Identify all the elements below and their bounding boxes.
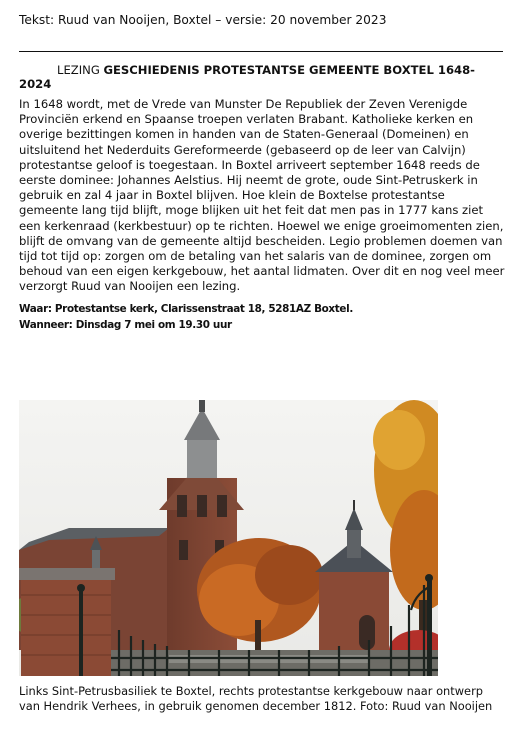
event-time: Wanneer: Dinsdag 7 mei om 19.30 uur [19, 319, 232, 331]
photo-caption: Links Sint-Petrusbasiliek te Boxtel, rechts protestantse kerkgebouw naar ontwerp van Hendrik Verhees, in gebruik genomen december 1812. Foto: Ruud van Nooijen [19, 684, 493, 713]
header-divider [19, 51, 503, 52]
article-body: In 1648 wordt, met de Vrede van Munster De Republiek der Zeven Verenigde Provinciën erkend en Spaanse troepen verlaten Brabant. Katholieke kerken en overige bezittingen komen in handen van de Staten-Generaal (Domeinen) en uitsluitend het Nederduits Gereformeerde (gebaseerd op de leer van Calvijn) protestantse geloof is toegestaan. In Boxtel arriveert september 1648 reeds de eerste dominee: Johannes Aelstius. Hij neemt de grote, oude Sint-Petruskerk in gebruik en zal 4 jaar in Boxtel blijven. Hoe klein de Boxtelse protestantse gemeente lang tijd blijft, moge blijken uit het feit dat men pas in 1777 kans ziet een kerkenraad (kerkbestuur) op te richten. Hoewel we enige groeimomenten zien, blijft de omvang van de gemeente altijd bescheiden. Legio problemen doemen van tijd tot tijd op: zorgen om de betaling van het salaris van de dominee, zorgen om behoud van een eigen kerkgebouw, het aantal lidmaten. Over dit en nog veel meer verzorgt Ruud van Nooijen een lezing. [19, 97, 505, 294]
author-line: Tekst: Ruud van Nooijen, Boxtel – versie: 20 november 2023 [19, 13, 387, 27]
title-prefix: LEZING [57, 63, 104, 77]
event-location: Waar: Protestantse kerk, Clarissenstraat 18, 5281AZ Boxtel. [19, 303, 353, 315]
church-photo [19, 400, 438, 676]
title-main: GESCHIEDENIS PROTESTANTSE GEMEENTE BOXTEL 1648-2024 [19, 63, 475, 91]
page-title [19, 64, 489, 91]
